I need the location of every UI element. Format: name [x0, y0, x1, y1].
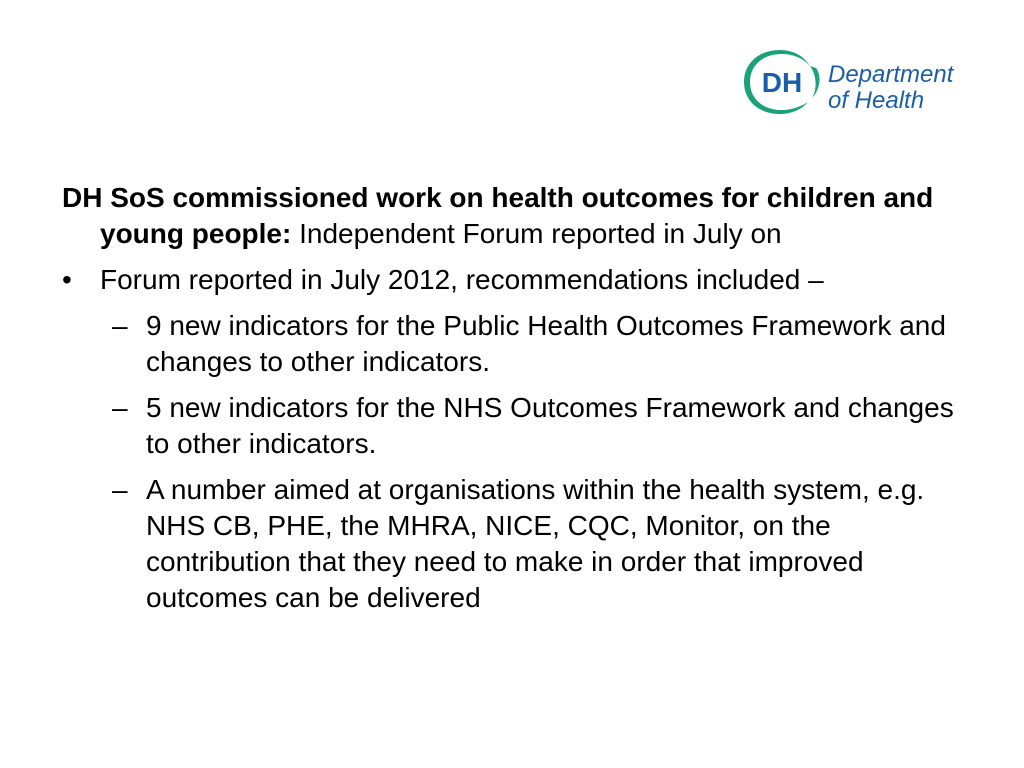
department-of-health-logo [740, 44, 990, 120]
bullet-item [62, 262, 962, 298]
logo-line-1: Department [828, 61, 954, 88]
intro-bold-text: DH SoS commissioned work on health outcomes for children and young people: [62, 182, 934, 249]
logo-wordmark [828, 62, 953, 114]
sub-item-text: 5 new indicators for the NHS Outcomes Framework and changes to other indicators. [146, 392, 954, 459]
sub-marker: – [112, 392, 128, 423]
bullet-text: Forum reported in July 2012, recommendations included – [100, 264, 824, 295]
dh-monogram-icon [740, 44, 826, 120]
logo-line-2: of Health [828, 87, 925, 114]
sub-item [62, 472, 962, 616]
slide-body [62, 180, 962, 626]
intro-paragraph [62, 180, 962, 252]
sub-marker: – [112, 474, 128, 505]
intro-regular-text: Independent Forum reported in July on [291, 218, 782, 249]
sub-item-text: 9 new indicators for the Public Health Outcomes Framework and changes to other indicators. [146, 310, 946, 377]
sub-item [62, 308, 962, 380]
sub-item [62, 390, 962, 462]
bullet-marker: • [62, 264, 72, 295]
sub-marker: – [112, 310, 128, 341]
logo-monogram: DH [761, 67, 803, 98]
sub-item-text: A number aimed at organisations within the health system, e.g. NHS CB, PHE, the MHRA, NICE, CQC, Monitor, on the contribution that they need to make in order that improved outcomes can be delivered [146, 474, 925, 613]
